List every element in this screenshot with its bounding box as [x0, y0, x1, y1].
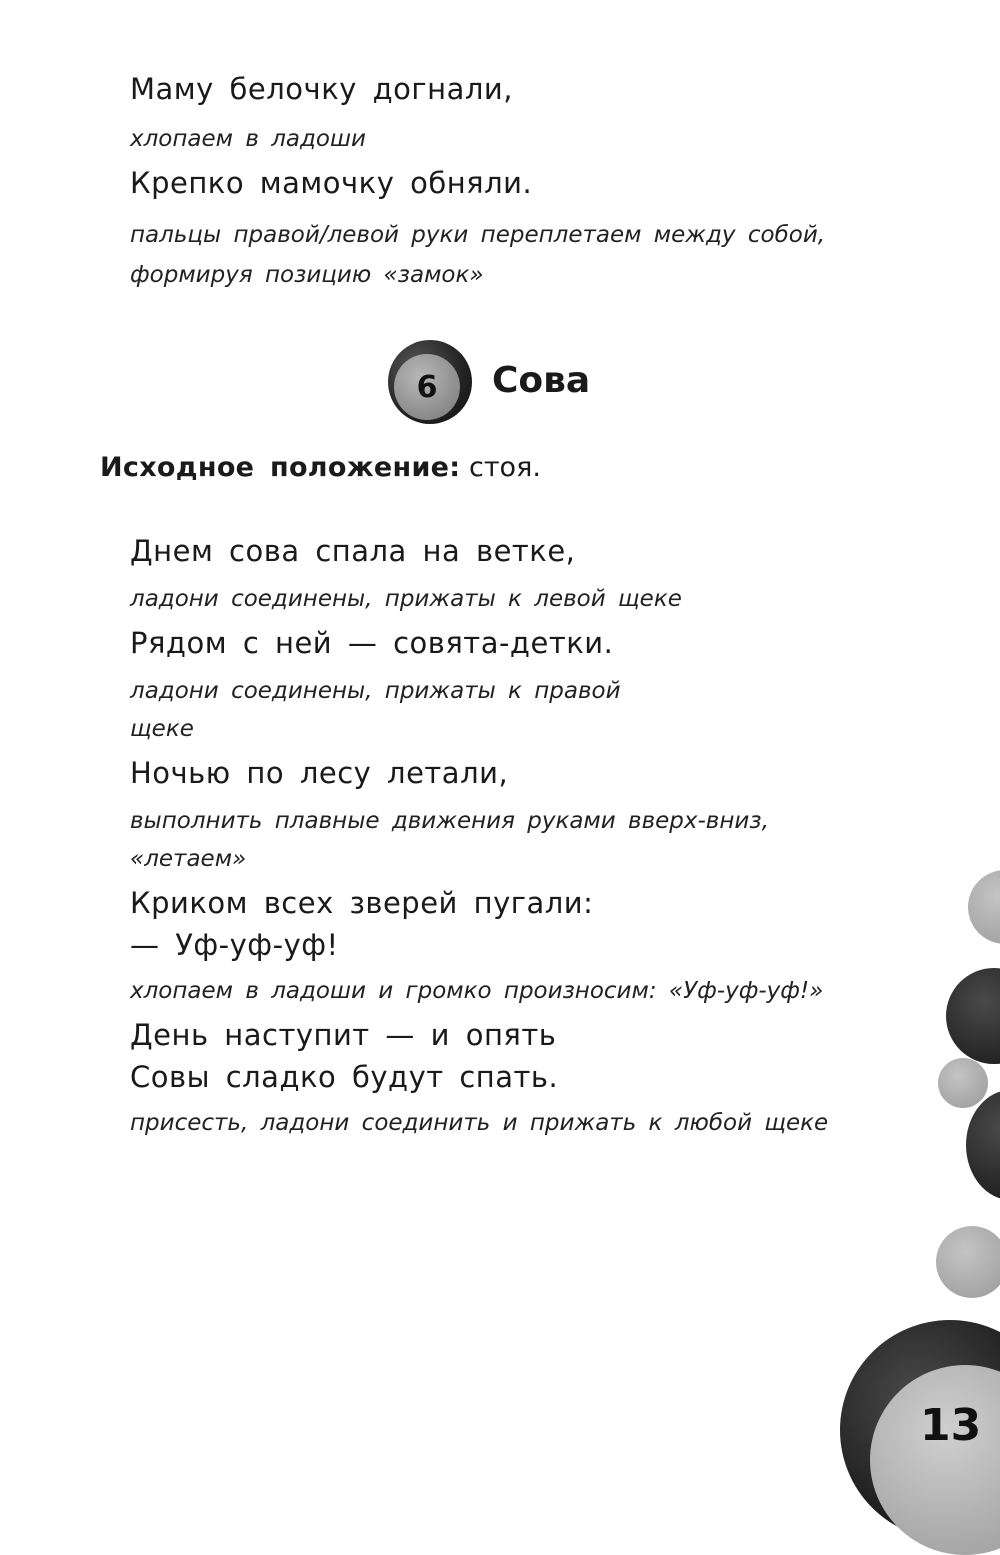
- instruction-line: щеке: [130, 716, 194, 742]
- initial-position-label: Исходное положение:: [100, 452, 461, 483]
- verse-line: Совы сладко будут спать.: [130, 1060, 559, 1094]
- section-number: 6: [394, 354, 460, 420]
- verse-line: Ночью по лесу летали,: [130, 756, 509, 790]
- instruction-line: «летаем»: [130, 846, 247, 872]
- verse-line: Маму белочку догнали,: [130, 72, 513, 106]
- instruction-line: ладони соединены, прижаты к правой: [130, 678, 621, 704]
- decorative-circle: [938, 1058, 988, 1108]
- instruction-line: присесть, ладони соединить и прижать к любой щеке: [130, 1110, 829, 1136]
- initial-position: [100, 452, 541, 483]
- section-title: Сова: [492, 360, 591, 401]
- verse-line: День наступит — и опять: [130, 1018, 557, 1052]
- instruction-line: выполнить плавные движения руками вверх-вниз,: [130, 808, 769, 834]
- page-number: 13: [920, 1400, 982, 1451]
- instruction-line: ладони соединены, прижаты к левой щеке: [130, 586, 682, 612]
- decorative-circle: [946, 968, 1000, 1064]
- verse-line: Крепко мамочку обняли.: [130, 166, 533, 200]
- verse-line: Днем сова спала на ветке,: [130, 534, 576, 568]
- instruction-line: хлопаем в ладоши и громко произносим: «Уф-уф-уф!»: [130, 978, 824, 1004]
- verse-line: Криком всех зверей пугали:: [130, 886, 594, 920]
- section-heading: [388, 340, 648, 430]
- verse-line: Рядом с ней — совята-детки.: [130, 626, 614, 660]
- decorative-circle: [968, 870, 1000, 944]
- verse-line: — Уф-уф-уф!: [130, 928, 339, 962]
- decorative-circle: [936, 1226, 1000, 1298]
- initial-position-value: стоя.: [468, 452, 541, 483]
- instruction-line: хлопаем в ладоши: [130, 126, 366, 152]
- instruction-line: формируя позицию «замок»: [130, 262, 484, 288]
- instruction-line: пальцы правой/левой руки переплетаем между собой,: [130, 222, 826, 248]
